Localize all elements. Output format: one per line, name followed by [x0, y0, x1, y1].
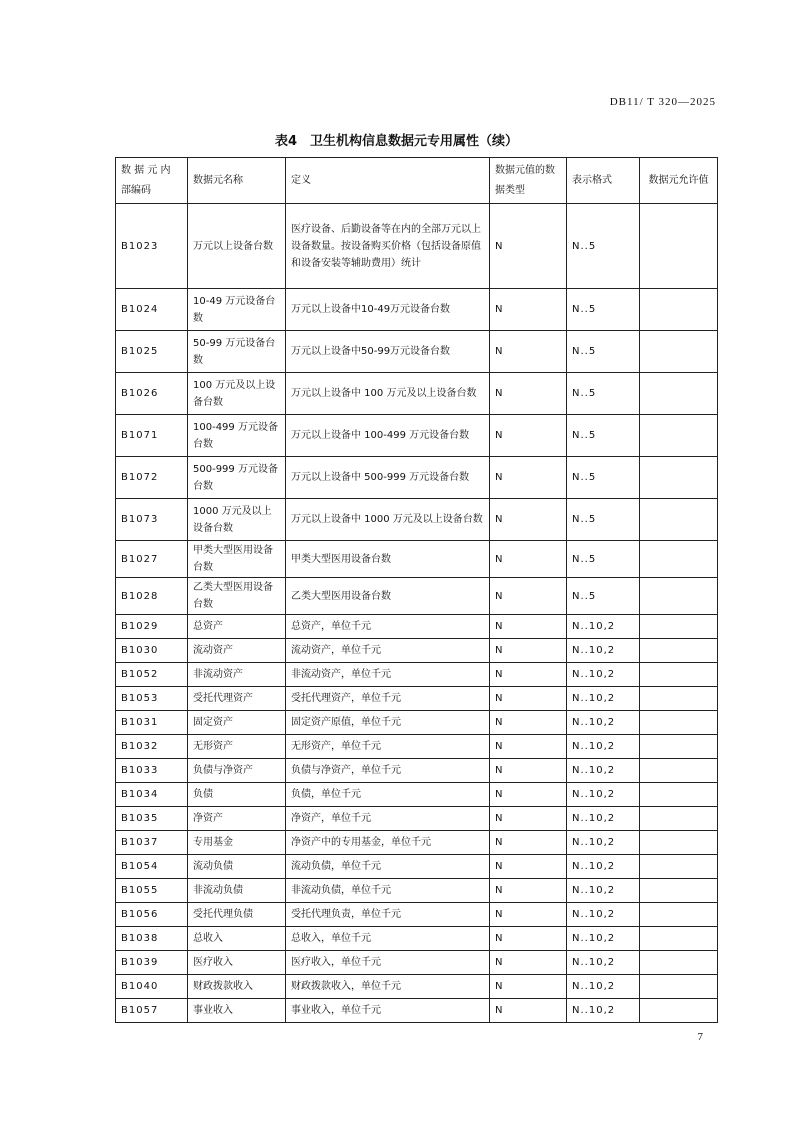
cell-allowed [640, 759, 718, 783]
cell-format: N..10,2 [567, 807, 640, 831]
cell-format: N..10,2 [567, 711, 640, 735]
cell-code: B1057 [116, 999, 188, 1023]
col-header-allowed: 数据元允许值 [640, 158, 718, 204]
cell-code: B1028 [116, 578, 188, 615]
cell-allowed [640, 663, 718, 687]
cell-format: N..5 [567, 541, 640, 578]
cell-type: N [490, 639, 567, 663]
cell-code: B1038 [116, 927, 188, 951]
table-row [116, 578, 718, 615]
cell-code: B1055 [116, 879, 188, 903]
table-row [116, 927, 718, 951]
cell-name: 医疗收入 [188, 951, 286, 975]
cell-definition: 万元以上设备中 500-999 万元设备台数 [286, 457, 490, 499]
cell-allowed [640, 204, 718, 289]
cell-definition: 非流动资产，单位千元 [286, 663, 490, 687]
cell-name: 10-49 万元设备台数 [188, 289, 286, 331]
cell-definition: 固定资产原值，单位千元 [286, 711, 490, 735]
cell-format: N..5 [567, 578, 640, 615]
cell-allowed [640, 711, 718, 735]
cell-allowed [640, 415, 718, 457]
cell-format: N..5 [567, 499, 640, 541]
cell-allowed [640, 855, 718, 879]
cell-definition: 受托代理负责，单位千元 [286, 903, 490, 927]
cell-type: N [490, 615, 567, 639]
cell-name: 50-99 万元设备台数 [188, 331, 286, 373]
cell-code: B1053 [116, 687, 188, 711]
cell-allowed [640, 951, 718, 975]
cell-definition: 乙类大型医用设备台数 [286, 578, 490, 615]
cell-name: 负债与净资产 [188, 759, 286, 783]
cell-code: B1052 [116, 663, 188, 687]
attributes-table [115, 157, 718, 1023]
table-row [116, 735, 718, 759]
cell-definition: 净资产，单位千元 [286, 807, 490, 831]
cell-format: N..10,2 [567, 879, 640, 903]
table-row [116, 855, 718, 879]
cell-name: 负债 [188, 783, 286, 807]
cell-type: N [490, 711, 567, 735]
cell-type: N [490, 331, 567, 373]
table-row [116, 807, 718, 831]
table-row [116, 759, 718, 783]
cell-definition: 财政拨款收入，单位千元 [286, 975, 490, 999]
cell-definition: 总收入，单位千元 [286, 927, 490, 951]
cell-name: 流动负债 [188, 855, 286, 879]
table-row [116, 783, 718, 807]
table-row [116, 615, 718, 639]
cell-allowed [640, 999, 718, 1023]
cell-format: N..5 [567, 457, 640, 499]
page-number: 7 [697, 1031, 703, 1043]
cell-code: B1039 [116, 951, 188, 975]
table-row [116, 663, 718, 687]
cell-allowed [640, 975, 718, 999]
cell-format: N..10,2 [567, 615, 640, 639]
cell-code: B1026 [116, 373, 188, 415]
cell-definition: 非流动负债，单位千元 [286, 879, 490, 903]
cell-format: N..10,2 [567, 687, 640, 711]
cell-type: N [490, 807, 567, 831]
col-header-code: 数 据 元 内 部编码 [116, 158, 188, 204]
cell-type: N [490, 951, 567, 975]
table-row [116, 711, 718, 735]
cell-allowed [640, 289, 718, 331]
cell-format: N..10,2 [567, 639, 640, 663]
cell-code: B1071 [116, 415, 188, 457]
cell-code: B1072 [116, 457, 188, 499]
cell-name: 100 万元及以上设备台数 [188, 373, 286, 415]
table-row [116, 541, 718, 578]
cell-name: 固定资产 [188, 711, 286, 735]
cell-name: 财政拨款收入 [188, 975, 286, 999]
table-row [116, 687, 718, 711]
col-header-name: 数据元名称 [188, 158, 286, 204]
cell-name: 净资产 [188, 807, 286, 831]
cell-definition: 万元以上设备中 1000 万元及以上设备台数 [286, 499, 490, 541]
cell-type: N [490, 663, 567, 687]
table-row [116, 415, 718, 457]
table-row [116, 457, 718, 499]
cell-definition: 医疗设备、后勤设备等在内的全部万元以上设备数量。按设备购买价格（包括设备原值和设备安装等辅助费用）统计 [286, 204, 490, 289]
cell-definition: 事业收入，单位千元 [286, 999, 490, 1023]
cell-type: N [490, 783, 567, 807]
cell-type: N [490, 457, 567, 499]
cell-allowed [640, 578, 718, 615]
cell-name: 总收入 [188, 927, 286, 951]
cell-format: N..10,2 [567, 663, 640, 687]
table-caption: 表4 卫生机构信息数据元专用属性（续） [274, 134, 519, 149]
cell-code: B1030 [116, 639, 188, 663]
cell-name: 受托代理负债 [188, 903, 286, 927]
cell-format: N..10,2 [567, 903, 640, 927]
cell-code: B1056 [116, 903, 188, 927]
cell-name: 事业收入 [188, 999, 286, 1023]
cell-name: 非流动负债 [188, 879, 286, 903]
cell-code: B1027 [116, 541, 188, 578]
cell-type: N [490, 975, 567, 999]
cell-definition: 无形资产，单位千元 [286, 735, 490, 759]
cell-allowed [640, 639, 718, 663]
cell-allowed [640, 687, 718, 711]
cell-type: N [490, 578, 567, 615]
cell-code: B1034 [116, 783, 188, 807]
cell-name: 乙类大型医用设备台数 [188, 578, 286, 615]
cell-allowed [640, 807, 718, 831]
cell-allowed [640, 373, 718, 415]
cell-allowed [640, 615, 718, 639]
table-row [116, 499, 718, 541]
table-row [116, 204, 718, 289]
cell-name: 专用基金 [188, 831, 286, 855]
cell-format: N..5 [567, 331, 640, 373]
cell-definition: 万元以上设备中 100-499 万元设备台数 [286, 415, 490, 457]
cell-name: 1000 万元及以上设备台数 [188, 499, 286, 541]
cell-type: N [490, 879, 567, 903]
col-header-definition: 定义 [286, 158, 490, 204]
cell-code: B1037 [116, 831, 188, 855]
cell-type: N [490, 687, 567, 711]
cell-code: B1033 [116, 759, 188, 783]
cell-definition: 万元以上设备中10-49万元设备台数 [286, 289, 490, 331]
cell-code: B1023 [116, 204, 188, 289]
cell-format: N..10,2 [567, 783, 640, 807]
cell-code: B1040 [116, 975, 188, 999]
cell-allowed [640, 831, 718, 855]
cell-type: N [490, 999, 567, 1023]
cell-code: B1025 [116, 331, 188, 373]
table-row [116, 951, 718, 975]
table-row [116, 879, 718, 903]
cell-name: 500-999 万元设备台数 [188, 457, 286, 499]
table-header-row [116, 158, 718, 204]
col-header-format: 表示格式 [567, 158, 640, 204]
table-row [116, 289, 718, 331]
cell-type: N [490, 373, 567, 415]
cell-type: N [490, 855, 567, 879]
col-header-type: 数据元值的数据类型 [490, 158, 567, 204]
cell-format: N..10,2 [567, 735, 640, 759]
cell-format: N..5 [567, 204, 640, 289]
cell-type: N [490, 759, 567, 783]
cell-allowed [640, 735, 718, 759]
cell-code: B1029 [116, 615, 188, 639]
cell-name: 万元以上设备台数 [188, 204, 286, 289]
cell-allowed [640, 457, 718, 499]
cell-code: B1054 [116, 855, 188, 879]
cell-name: 总资产 [188, 615, 286, 639]
cell-name: 无形资产 [188, 735, 286, 759]
cell-format: N..10,2 [567, 927, 640, 951]
cell-type: N [490, 735, 567, 759]
table-row [116, 331, 718, 373]
cell-allowed [640, 499, 718, 541]
cell-format: N..10,2 [567, 975, 640, 999]
cell-type: N [490, 927, 567, 951]
cell-name: 非流动资产 [188, 663, 286, 687]
cell-name: 受托代理资产 [188, 687, 286, 711]
cell-definition: 受托代理资产，单位千元 [286, 687, 490, 711]
cell-type: N [490, 289, 567, 331]
table-row [116, 831, 718, 855]
cell-format: N..5 [567, 289, 640, 331]
cell-format: N..5 [567, 373, 640, 415]
cell-format: N..10,2 [567, 759, 640, 783]
table-row [116, 903, 718, 927]
table-row [116, 999, 718, 1023]
cell-type: N [490, 903, 567, 927]
document-id: DB11/ T 320—2025 [609, 96, 716, 108]
table-row [116, 639, 718, 663]
cell-code: B1035 [116, 807, 188, 831]
cell-type: N [490, 831, 567, 855]
cell-allowed [640, 541, 718, 578]
cell-code: B1031 [116, 711, 188, 735]
cell-allowed [640, 927, 718, 951]
cell-type: N [490, 415, 567, 457]
table-row [116, 373, 718, 415]
cell-format: N..10,2 [567, 831, 640, 855]
cell-format: N..10,2 [567, 855, 640, 879]
cell-allowed [640, 903, 718, 927]
cell-format: N..10,2 [567, 951, 640, 975]
cell-code: B1032 [116, 735, 188, 759]
cell-definition: 万元以上设备中50-99万元设备台数 [286, 331, 490, 373]
cell-allowed [640, 331, 718, 373]
cell-name: 流动资产 [188, 639, 286, 663]
cell-type: N [490, 499, 567, 541]
cell-definition: 甲类大型医用设备台数 [286, 541, 490, 578]
cell-allowed [640, 783, 718, 807]
cell-definition: 万元以上设备中 100 万元及以上设备台数 [286, 373, 490, 415]
cell-type: N [490, 204, 567, 289]
cell-definition: 流动负债，单位千元 [286, 855, 490, 879]
cell-definition: 医疗收入，单位千元 [286, 951, 490, 975]
table-row [116, 975, 718, 999]
cell-definition: 净资产中的专用基金，单位千元 [286, 831, 490, 855]
cell-definition: 负债，单位千元 [286, 783, 490, 807]
cell-definition: 负债与净资产，单位千元 [286, 759, 490, 783]
cell-name: 100-499 万元设备台数 [188, 415, 286, 457]
cell-definition: 流动资产，单位千元 [286, 639, 490, 663]
cell-format: N..5 [567, 415, 640, 457]
cell-code: B1073 [116, 499, 188, 541]
cell-code: B1024 [116, 289, 188, 331]
cell-format: N..10,2 [567, 999, 640, 1023]
cell-allowed [640, 879, 718, 903]
cell-type: N [490, 541, 567, 578]
cell-name: 甲类大型医用设备台数 [188, 541, 286, 578]
cell-definition: 总资产，单位千元 [286, 615, 490, 639]
